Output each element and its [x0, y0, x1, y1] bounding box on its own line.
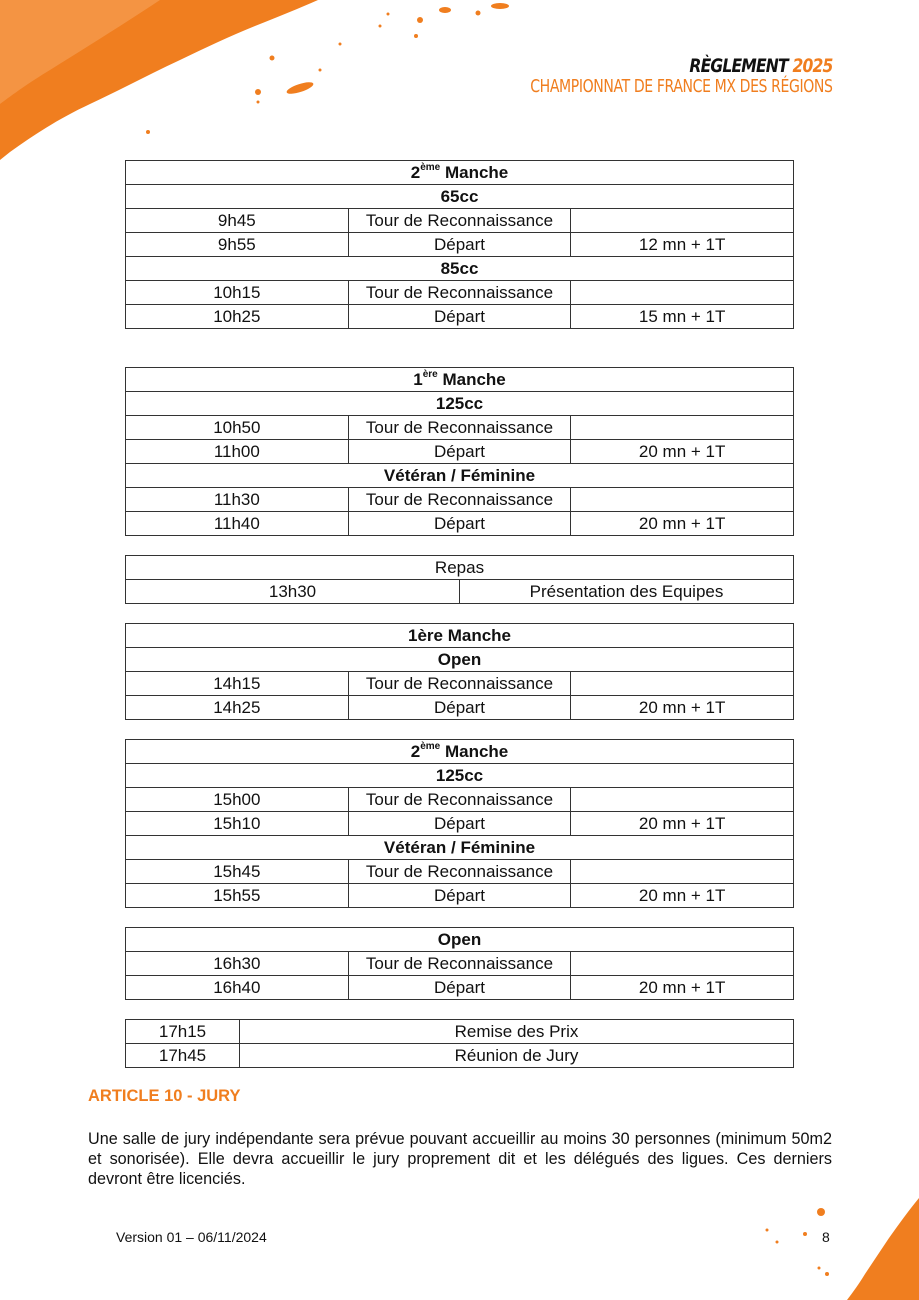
duration-cell: 20 mn + 1T: [571, 976, 794, 1000]
time-cell: 11h30: [126, 488, 349, 512]
duration-cell: [571, 860, 794, 884]
duration-cell: [571, 281, 794, 305]
time-cell: 9h45: [126, 209, 349, 233]
table-header-row: [126, 556, 794, 580]
category-label: 65cc: [126, 185, 794, 209]
table-row: [126, 512, 794, 536]
time-cell: 10h15: [126, 281, 349, 305]
manche-word: Manche: [442, 369, 506, 389]
activity-cell: Départ: [348, 305, 571, 329]
manche-heading: 1ère Manche: [126, 624, 794, 648]
manche-number: 1: [413, 369, 423, 389]
schedule-table-open: [125, 927, 794, 1000]
category-label: Open: [126, 648, 794, 672]
activity-cell: Tour de Reconnaissance: [348, 672, 571, 696]
time-cell: 15h00: [126, 788, 349, 812]
duration-cell: 20 mn + 1T: [571, 512, 794, 536]
table-header-row: [126, 161, 794, 185]
duration-cell: [571, 952, 794, 976]
activity-cell: Départ: [348, 440, 571, 464]
table-row: [126, 672, 794, 696]
activity-cell: Tour de Reconnaissance: [348, 860, 571, 884]
duration-cell: [571, 672, 794, 696]
table-row: [126, 281, 794, 305]
orange-splash-bottom-decoration: [749, 1190, 919, 1300]
activity-cell: Départ: [348, 512, 571, 536]
category-label: Open: [126, 928, 794, 952]
manche-heading: [126, 161, 794, 185]
activity-cell: Remise des Prix: [240, 1020, 794, 1044]
category-row: [126, 257, 794, 281]
table-row: [126, 416, 794, 440]
duration-cell: [571, 788, 794, 812]
schedule-table-repas: [125, 555, 794, 604]
article-body: Une salle de jury indépendante sera prévue pouvant accueillir au moins 30 personnes (minimum 50m2 et sonorisée). Elle devra accueillir le jury proprement dit et les délégués des ligues. Ces derniers devront être licenciés.: [88, 1130, 832, 1188]
activity-cell: Tour de Reconnaissance: [348, 488, 571, 512]
category-row: [126, 764, 794, 788]
table-row: [126, 1020, 794, 1044]
table-row: [126, 860, 794, 884]
duration-cell: [571, 416, 794, 440]
article-title: ARTICLE 10 - JURY: [88, 1087, 241, 1105]
time-cell: 15h45: [126, 860, 349, 884]
time-cell: 15h55: [126, 884, 349, 908]
header-subtitle: CHAMPIONNAT DE FRANCE MX DES RÉGIONS: [530, 76, 833, 97]
table-row: [126, 976, 794, 1000]
header-title-year: 2025: [792, 55, 833, 77]
manche-word: Manche: [444, 741, 509, 761]
activity-cell: Départ: [348, 812, 571, 836]
manche-heading: [126, 740, 794, 764]
time-cell: 17h15: [126, 1020, 240, 1044]
table-row: [126, 440, 794, 464]
activity-cell: Départ: [348, 884, 571, 908]
time-cell: 13h30: [126, 580, 460, 604]
manche-heading: [126, 368, 794, 392]
schedule-table-prize-jury: [125, 1019, 794, 1068]
duration-cell: 15 mn + 1T: [571, 305, 794, 329]
table-row: [126, 696, 794, 720]
time-cell: 16h40: [126, 976, 349, 1000]
schedule-table-1st-manche-125-veteran: [125, 367, 794, 536]
activity-cell: Tour de Reconnaissance: [348, 416, 571, 440]
time-cell: 17h45: [126, 1044, 240, 1068]
time-cell: 16h30: [126, 952, 349, 976]
category-label: 85cc: [126, 257, 794, 281]
category-label: Vétéran / Féminine: [126, 464, 794, 488]
schedule-table-1st-manche-open: [125, 623, 794, 720]
table-header-row: [126, 740, 794, 764]
manche-superscript: ème: [420, 161, 441, 173]
activity-cell: Départ: [348, 976, 571, 1000]
time-cell: 14h25: [126, 696, 349, 720]
footer-version: Version 01 – 06/11/2024: [116, 1229, 267, 1245]
time-cell: 11h40: [126, 512, 349, 536]
duration-cell: [571, 488, 794, 512]
table-row: [126, 305, 794, 329]
duration-cell: 20 mn + 1T: [571, 696, 794, 720]
table-row: [126, 952, 794, 976]
manche-word: Manche: [444, 162, 509, 182]
activity-cell: Départ: [348, 696, 571, 720]
table-row: [126, 233, 794, 257]
table-row: [126, 209, 794, 233]
manche-superscript: ème: [420, 740, 441, 752]
category-row: [126, 928, 794, 952]
header-title-word: RÈGLEMENT: [689, 55, 789, 77]
time-cell: 15h10: [126, 812, 349, 836]
duration-cell: 20 mn + 1T: [571, 884, 794, 908]
category-row: [126, 464, 794, 488]
category-label: 125cc: [126, 392, 794, 416]
category-label: 125cc: [126, 764, 794, 788]
time-cell: 11h00: [126, 440, 349, 464]
duration-cell: 20 mn + 1T: [571, 440, 794, 464]
time-cell: 9h55: [126, 233, 349, 257]
category-row: [126, 185, 794, 209]
header-title: [515, 56, 833, 76]
manche-number: 2: [410, 741, 421, 761]
duration-cell: [571, 209, 794, 233]
activity-cell: Présentation des Equipes: [460, 580, 794, 604]
activity-cell: Tour de Reconnaissance: [348, 209, 571, 233]
activity-cell: Réunion de Jury: [240, 1044, 794, 1068]
table-row: [126, 1044, 794, 1068]
page-number: 8: [822, 1229, 830, 1245]
manche-superscript: ère: [422, 368, 438, 380]
activity-cell: Tour de Reconnaissance: [348, 788, 571, 812]
activity-cell: Tour de Reconnaissance: [348, 952, 571, 976]
table-row: [126, 580, 794, 604]
table-header-row: [126, 624, 794, 648]
table-header-row: [126, 368, 794, 392]
time-cell: 10h25: [126, 305, 349, 329]
category-label: Vétéran / Féminine: [126, 836, 794, 860]
table-row: [126, 488, 794, 512]
schedule-table-2nd-manche-125-veteran: [125, 739, 794, 908]
category-row: [126, 392, 794, 416]
time-cell: 10h50: [126, 416, 349, 440]
repas-heading: Repas: [126, 556, 794, 580]
category-row: [126, 836, 794, 860]
table-row: [126, 884, 794, 908]
activity-cell: Tour de Reconnaissance: [348, 281, 571, 305]
category-row: [126, 648, 794, 672]
duration-cell: 12 mn + 1T: [571, 233, 794, 257]
table-row: [126, 812, 794, 836]
time-cell: 14h15: [126, 672, 349, 696]
document-header: [445, 56, 833, 98]
table-row: [126, 788, 794, 812]
activity-cell: Départ: [348, 233, 571, 257]
schedule-table-2nd-manche-65-85: [125, 160, 794, 329]
manche-number: 2: [410, 162, 421, 182]
duration-cell: 20 mn + 1T: [571, 812, 794, 836]
